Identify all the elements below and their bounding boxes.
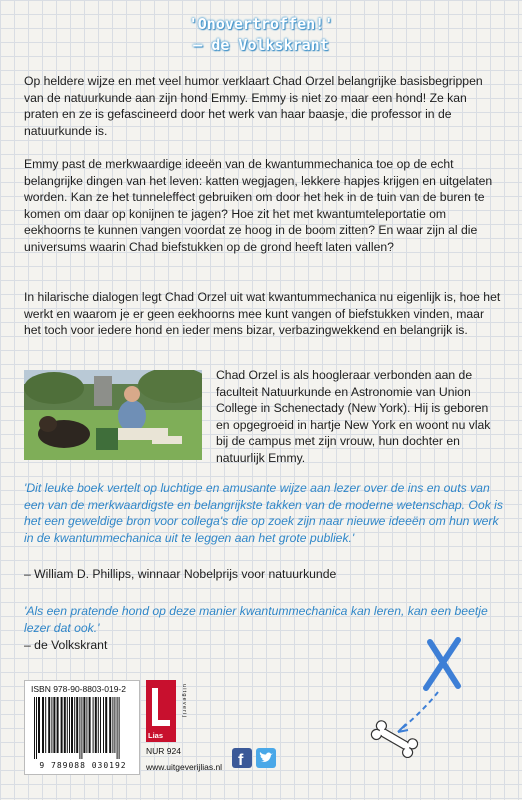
barcode-bar	[109, 697, 111, 753]
tagline	[0, 14, 522, 56]
author-bio: Chad Orzel is als hoogleraar verbonden aan de faculteit Natuurkunde en Astronomie van Union College in Schenectady (New York). Hij is geboren en opgegroeid in hartje New York en woont nu vlak bij de campus met zijn vrouw, hun dochter en natuurlijk Emmy.	[216, 368, 491, 465]
ean-number: 9 789088 030192	[39, 761, 127, 770]
barcode-bar	[38, 697, 40, 753]
barcode-guard-bar	[119, 697, 120, 759]
doodles	[358, 628, 468, 758]
barcode-guard-bar	[36, 697, 37, 759]
barcode-bar	[61, 697, 63, 753]
barcode-bar	[48, 697, 50, 753]
barcode-bar	[45, 697, 46, 753]
author-photo	[24, 370, 202, 460]
quote-volkskrant: 'Als een pratende hond op deze manier kwantummechanica kan leren, kan een beetje lezer dat ook.'	[24, 604, 488, 635]
svg-text:f: f	[238, 752, 244, 768]
barcode-bar	[64, 697, 66, 753]
barcode-bar	[71, 697, 73, 753]
barcode	[33, 697, 133, 759]
barcode-bar	[86, 697, 87, 753]
quote-attribution-volkskrant: – de Volkskrant	[24, 638, 108, 652]
paragraph-dialogues: In hilarische dialogen legt Chad Orzel uit wat kwantummechanica nu eigenlijk is, hoe het werkt en waarom je er geen eekhoorns mee kunt vangen of biefstukken vinden, maar het toch voor iedere hond en ieder mens bizar, verbazingwekkend en belangrijk is.	[24, 290, 501, 338]
quote-phillips: 'Dit leuke boek vertelt op luchtige en amusante wijze aan lezer over de ins en outs van een van de merkwaardigste en belangrijkste takken van de moderne wetenschap. Ook is het een geweldige bron voor collega's die op zoek zijn naar nieuwe ideeën om hun werk in de kwantummechanica uit te leggen aan het grote publiek.'	[24, 481, 503, 545]
bone-icon	[370, 719, 420, 758]
publisher-url[interactable]: www.uitgeverijlias.nl	[146, 762, 223, 772]
barcode-guard-bar	[79, 697, 80, 759]
barcode-bar	[114, 697, 115, 753]
twitter-icon[interactable]	[256, 748, 276, 768]
barcode-bar	[93, 697, 94, 753]
paragraph-intro: Op heldere wijze en met veel humor verklaart Chad Orzel belangrijke basisbegrippen van de natuurkunde aan zijn hond Emmy. Emmy is niet zo maar een hond! Ze kan praten en ze is gefascineerd door het werk van haar baasje, die professor in de natuurkunde is.	[24, 74, 483, 138]
barcode-bar	[53, 697, 55, 753]
social-icons	[232, 748, 278, 768]
paragraph-emmy: Emmy past de merkwaardige ideeën van de kwantummechanica toe op de echt belangrijke dingen van het leven: katten wegjagen, lekkere hapjes krijgen en uitgelaten worden. Kan ze het tunneleffect gebruiken om door het hek in de tuin van de buren te komen om daar op konijnen te jagen? Hoe zit het met kwantumteleportatie om eekhoorns te kunnen vangen voordat ze hoog in de boom zitten? En waar zijn al die universums waarin Chad biefstukken op de grond heeft laten vallen?	[24, 157, 493, 254]
barcode-bar	[42, 697, 44, 753]
barcode-bar	[95, 697, 97, 753]
quote-attribution-phillips: – William D. Phillips, winnaar Nobelprijs voor natuurkunde	[24, 567, 337, 581]
nur-code: NUR 924	[146, 746, 181, 756]
barcode-box	[24, 680, 140, 775]
publisher-name: Lias	[148, 731, 164, 740]
barcode-guard-bar	[34, 697, 35, 759]
tagline-line-1: 'Onovertroffen!'	[188, 15, 334, 33]
barcode-bar	[83, 697, 85, 753]
barcode-bar	[103, 697, 104, 753]
isbn-label: ISBN 978-90-8803-019-2	[31, 684, 126, 694]
barcode-bar	[112, 697, 113, 753]
barcode-bar	[57, 697, 59, 753]
barcode-bar	[51, 697, 52, 753]
publisher-logo	[146, 680, 190, 742]
barcode-bar	[98, 697, 99, 753]
barcode-bar	[100, 697, 101, 753]
barcode-bar	[76, 697, 78, 753]
barcode-guard-bar	[117, 697, 118, 759]
barcode-guard-bar	[81, 697, 82, 759]
barcode-bar	[89, 697, 91, 753]
x-mark-icon	[426, 640, 458, 688]
barcode-bar	[74, 697, 75, 753]
publisher-vertical-text: uitgeverij	[181, 684, 187, 719]
barcode-bar	[67, 697, 68, 753]
facebook-icon[interactable]	[232, 748, 252, 768]
barcode-bar	[105, 697, 107, 753]
tagline-line-2: – de Volkskrant	[193, 36, 329, 54]
barcode-bar	[69, 697, 70, 753]
